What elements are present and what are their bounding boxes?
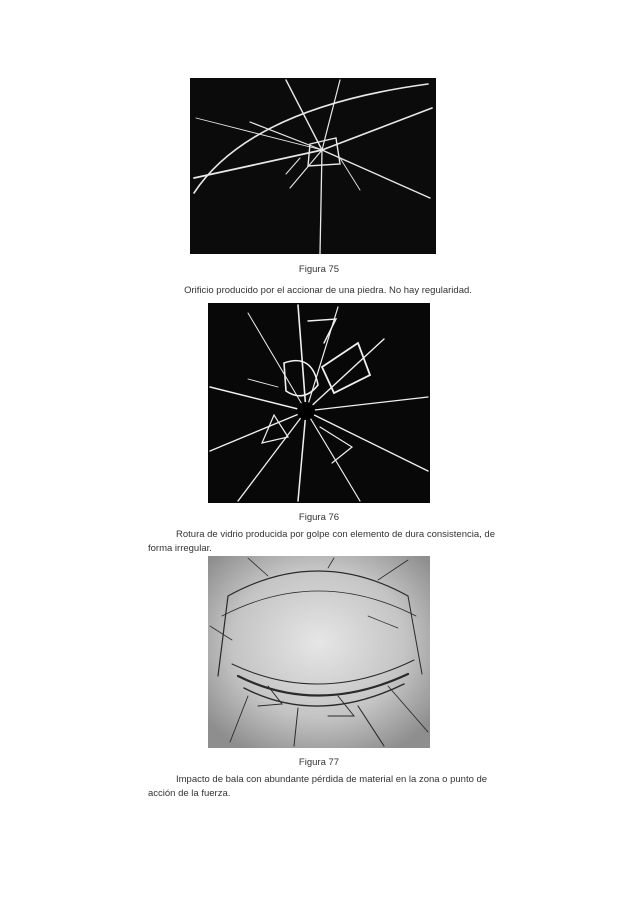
figure-75-label: Figura 75 — [298, 264, 340, 275]
bullet-impact-glass-image — [208, 556, 430, 748]
cracked-glass-impact-image — [208, 303, 430, 503]
figure-75-caption: Orificio producido por el accionar de una piedra. No hay regularidad. — [184, 285, 472, 296]
cracked-glass-stone-image — [190, 78, 436, 254]
figure-77-photo — [208, 556, 430, 748]
figure-75-photo — [190, 78, 436, 254]
figure-77-caption — [148, 773, 498, 801]
figure-76-label: Figura 76 — [298, 512, 340, 523]
figure-77-caption-text: Impacto de bala con abundante pérdida de material en la zona o punto de acción de la fuerza. — [148, 774, 488, 799]
figure-77-label: Figura 77 — [298, 757, 340, 768]
figure-76-photo — [208, 303, 430, 503]
figure-76-caption-text: Rotura de vidrio producida por golpe con elemento de dura consistencia, de forma irregular. — [148, 529, 495, 554]
figure-76-caption — [148, 528, 498, 556]
